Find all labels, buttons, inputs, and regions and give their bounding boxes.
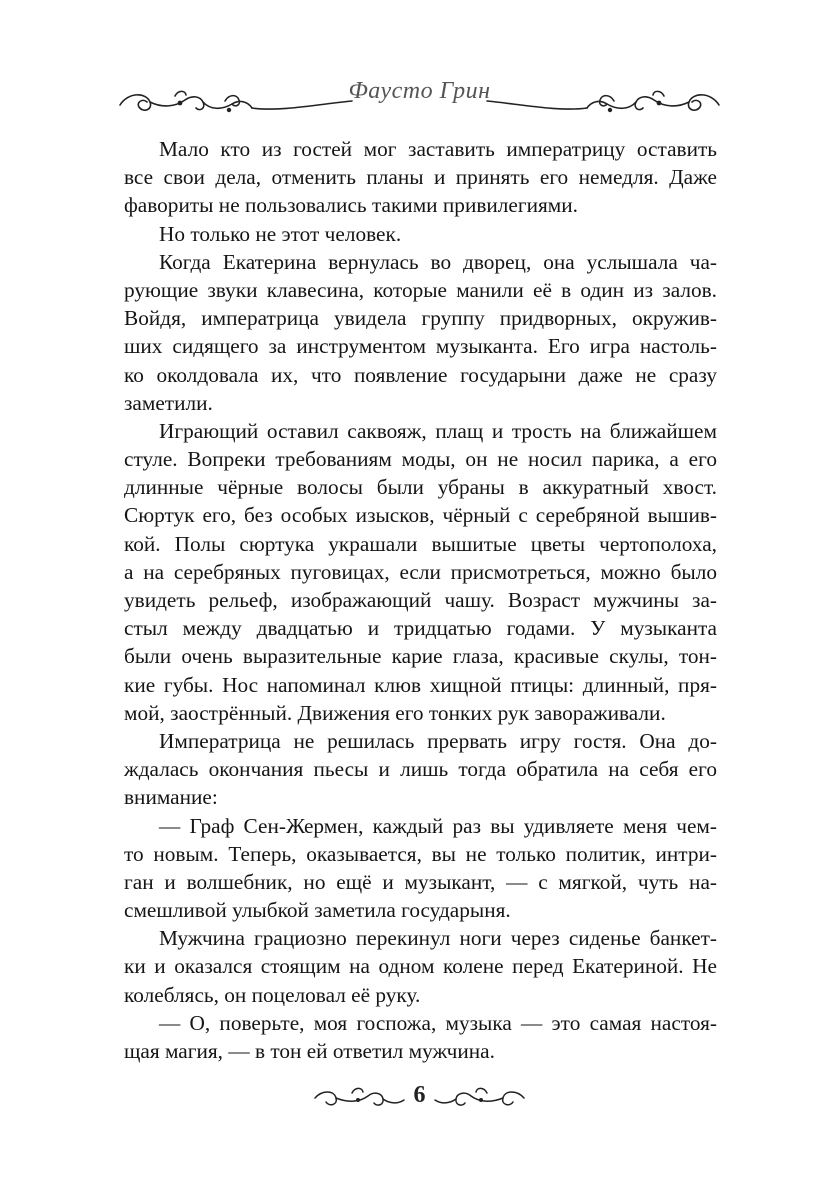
running-title: Фаусто Грин (348, 78, 491, 104)
text-line: щая магия, — в тон ей ответил мужчина. (124, 1039, 495, 1063)
page-footer (0, 1078, 839, 1118)
text-line: стыл между двадцатью и тридцатью годами. У музыканта (124, 616, 717, 641)
page-number: 6 (413, 1082, 426, 1108)
text-line: ждалась окончания пьесы и лишь тогда обратила на себя его (124, 757, 717, 782)
text-line: а на серебряных пуговицах, если присмотреться, можно было (124, 559, 717, 584)
text-line: Сюртук его, без особых изысков, чёрный с серебряной вышив- (124, 503, 717, 528)
body-text (124, 135, 717, 1065)
text-line: ган и волшебник, но ещё и музыкант, — с мягкой, чуть на- (124, 869, 717, 894)
text-line: рующие звуки клавесина, которые манили её в один из залов. (124, 277, 717, 302)
text-line: Когда Екатерина вернулась во дворец, она услышала ча- (159, 249, 717, 274)
text-line: колеблясь, он поцеловал её руку. (124, 982, 421, 1007)
text-line: заметили. (124, 390, 213, 415)
text-line: длинные чёрные волосы были убраны в аккуратный хвост. (124, 475, 717, 500)
text-line: увидеть рельеф, изображающий чашу. Возраст мужчины за- (124, 588, 717, 612)
text-line: Императрица не решилась прервать игру гостя. Она до- (159, 728, 717, 753)
text-line: Войдя, императрица увидела группу придворных, окружив- (124, 306, 717, 331)
text-line: внимание: (124, 785, 218, 810)
text-line: кие губы. Нос напоминал клюв хищной птицы: длинный, пря- (124, 672, 717, 697)
text-line: — Граф Сен-Жермен, каждый раз вы удивляете меня чем- (159, 813, 717, 838)
text-line: стуле. Вопреки требованиям моды, он не носил парика, а его (124, 447, 717, 472)
text-line: ших сидящего за инструментом музыканта. Его игра настоль- (124, 334, 717, 359)
text-line: смешливой улыбкой заметила государыня. (124, 898, 511, 923)
text-line: ко околдовала их, что появление государыни даже не сразу (124, 362, 717, 387)
text-line: ки и оказался стоящим на одном колене перед Екатериной. Не (124, 954, 717, 979)
text-line: мой, заострённый. Движения его тонких рук завораживали. (124, 700, 666, 725)
text-line: все свои дела, отменить планы и принять его немедля. Даже (124, 165, 717, 190)
text-line: — О, поверьте, моя госпожа, музыка — это самая настоя- (159, 1010, 717, 1035)
running-header (0, 72, 839, 132)
text-line: кой. Полы сюртука украшали вышитые цветы чертополоха, (124, 531, 717, 556)
text-line: были очень выразительные карие глаза, красивые скулы, тон- (124, 644, 717, 669)
text-line: фавориты не пользовались такими привилегиями. (124, 193, 579, 218)
text-line: Играющий оставил саквояж, плащ и трость на ближайшем (159, 418, 717, 443)
text-line: Мало кто из гостей мог заставить императрицу оставить (159, 137, 717, 161)
text-line: Но только не этот человек. (159, 221, 402, 246)
text-line: то новым. Теперь, оказывается, вы не только политик, интри- (124, 841, 717, 866)
text-line: Мужчина грациозно перекинул ноги через сиденье банкет- (159, 926, 717, 951)
